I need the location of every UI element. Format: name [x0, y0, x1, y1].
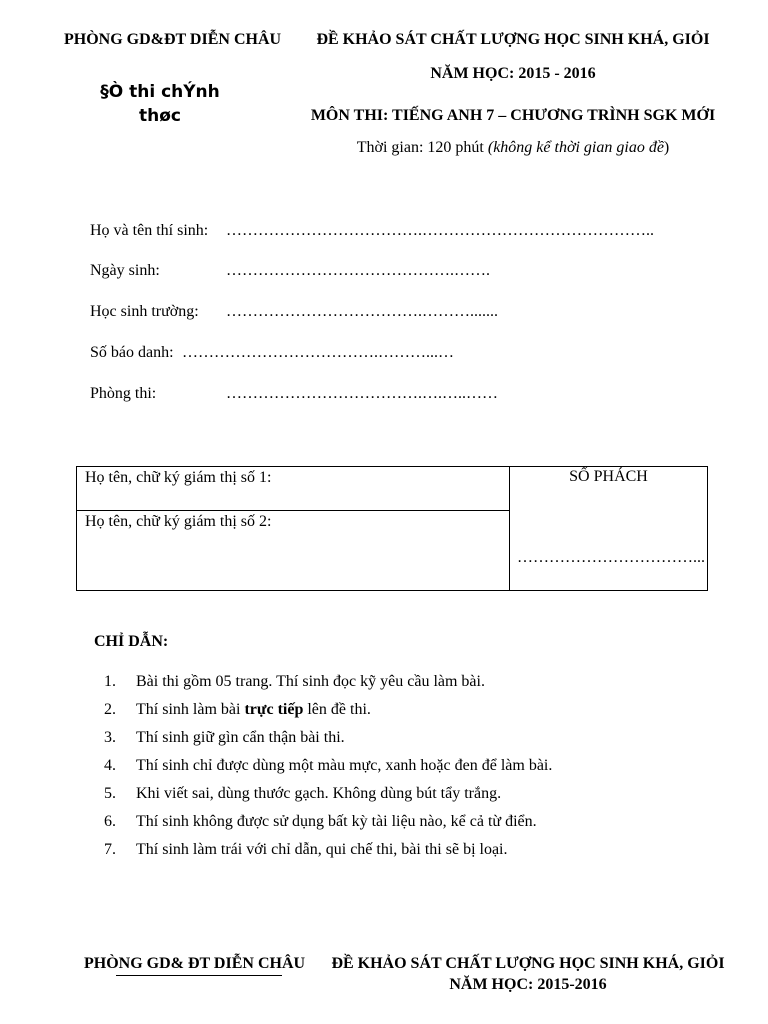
footer-department-name: PHÒNG GD& ĐT DIỄN CHÂU — [84, 955, 306, 972]
item-text: Thí sinh không được sử dụng bất kỳ tài liệu nào, kể cả từ điển. — [136, 813, 537, 830]
exam-title: ĐỀ KHẢO SÁT CHẤT LƯỢNG HỌC SINH KHÁ, GIỎI — [316, 31, 710, 48]
birth-date-field[interactable]: …………………………………….……. — [226, 262, 490, 279]
item-text: Thí sinh chỉ được dùng một màu mực, xanh hoặc đen để làm bài. — [136, 757, 553, 774]
candidate-name-field[interactable]: ……………………………….…………………………………….. — [226, 222, 654, 239]
sophach-cell — [510, 467, 707, 590]
sophach-field[interactable]: ……………………………... — [517, 549, 705, 566]
school-label: Học sinh trường: — [90, 303, 199, 320]
candidate-number-field[interactable]: ……………………………….………...… — [182, 344, 454, 361]
exam-duration — [300, 139, 726, 157]
item-text: Thí sinh làm trái với chỉ dẫn, qui chế thi, bài thi sẽ bị loại. — [136, 841, 508, 858]
footer-underline — [116, 975, 282, 976]
supervisor-1-row[interactable] — [77, 467, 509, 511]
school-field[interactable]: ……………………………….………....... — [226, 303, 498, 320]
list-item — [104, 784, 552, 812]
footer-exam-title: ĐỀ KHẢO SÁT CHẤT LƯỢNG HỌC SINH KHÁ, GIỎI — [331, 955, 725, 972]
instructions-heading: CHỈ DẪN: — [94, 633, 169, 650]
list-item — [104, 840, 552, 868]
instructions-list — [104, 672, 552, 868]
item-number: 6. — [104, 813, 116, 830]
department-name: PHÒNG GD&ĐT DIỄN CHÂU — [64, 31, 282, 48]
exam-room-label: Phòng thi: — [90, 385, 157, 402]
item-number: 4. — [104, 757, 116, 774]
candidate-number-label: Số báo danh: — [90, 344, 174, 361]
item-text: Thí sinh giữ gìn cẩn thận bài thi. — [136, 729, 345, 746]
item-number: 2. — [104, 701, 116, 718]
item-number: 3. — [104, 729, 116, 746]
list-item — [104, 700, 552, 728]
candidate-name-label: Họ và tên thí sinh: — [90, 222, 209, 239]
item-text-bold: trực tiếp — [244, 701, 304, 718]
item-number: 1. — [104, 673, 116, 690]
duration-label: Thời gian: 120 phút — [356, 139, 488, 156]
list-item — [104, 756, 552, 784]
list-item — [104, 672, 552, 700]
duration-close: ) — [663, 139, 670, 156]
list-item — [104, 728, 552, 756]
supervisor-2-label: Họ tên, chữ ký giám thị số 2: — [85, 513, 272, 530]
item-text-pre: Thí sinh làm bài — [136, 701, 245, 718]
birth-date-label: Ngày sinh: — [90, 262, 160, 279]
footer-school-year: NĂM HỌC: 2015-2016 — [449, 976, 607, 993]
item-text: Khi viết sai, dùng thước gạch. Không dùng bút tẩy trắng. — [136, 785, 502, 802]
item-number: 5. — [104, 785, 116, 802]
supervisor-1-label: Họ tên, chữ ký giám thị số 1: — [85, 469, 272, 486]
official-exam-label: §Ò thi chÝnh thøc — [100, 82, 220, 126]
list-item — [104, 812, 552, 840]
exam-room-field[interactable]: ……………………………….….…..…… — [226, 385, 498, 402]
exam-subject: MÔN THI: TIẾNG ANH 7 – CHƯƠNG TRÌNH SGK MỚI — [310, 107, 716, 124]
school-year: NĂM HỌC: 2015 - 2016 — [430, 65, 596, 82]
item-number: 7. — [104, 841, 116, 858]
duration-note: (không kể thời gian giao đề — [487, 139, 664, 156]
supervisor-cell — [77, 467, 510, 590]
item-text: Bài thi gồm 05 trang. Thí sinh đọc kỹ yêu cầu làm bài. — [136, 673, 485, 690]
supervisor-table — [76, 466, 708, 591]
item-text-post: lên đề thi. — [303, 701, 371, 718]
sophach-label: SỐ PHÁCH — [569, 468, 648, 485]
